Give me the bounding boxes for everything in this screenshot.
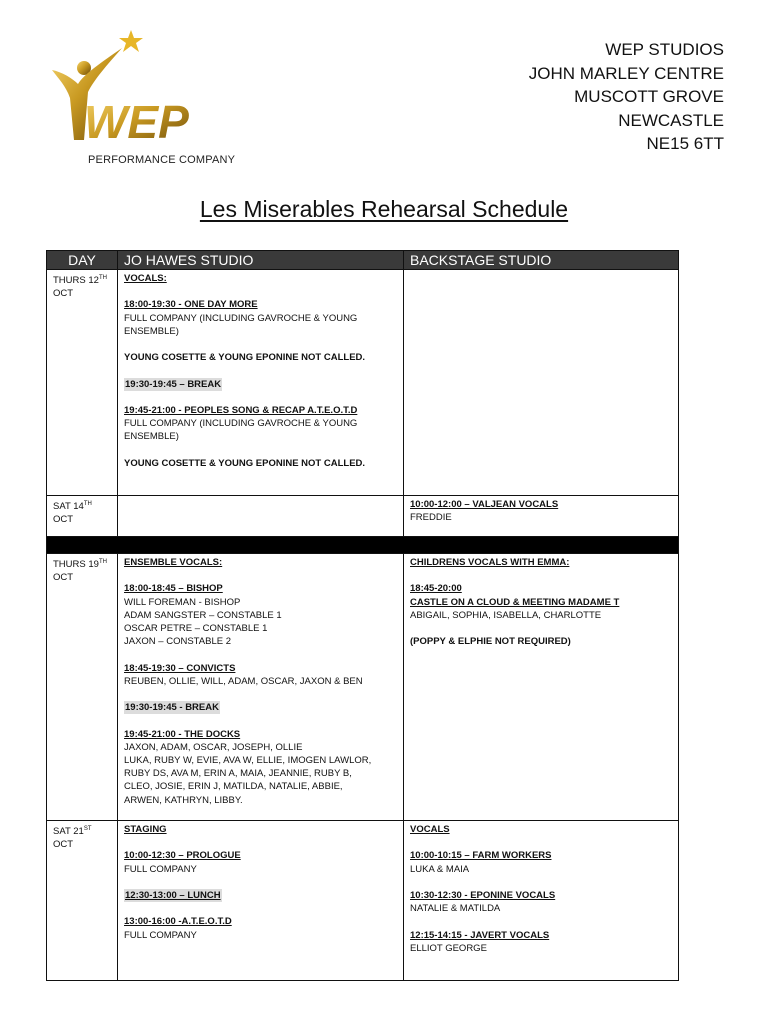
- cast-list: FULL COMPANY: [124, 929, 197, 941]
- cast-list: CLEO, JOSIE, ERIN J, MATILDA, NATALIE, ABBIE,: [124, 781, 343, 793]
- day-suffix: ST: [83, 826, 92, 832]
- cast-list: FREDDIE: [410, 512, 452, 524]
- document-title: Les Miserables Rehearsal Schedule: [199, 196, 569, 222]
- day-suffix: TH: [83, 501, 92, 507]
- studio-address: [529, 38, 724, 156]
- session-time: 10:00-12:00 – VALJEAN VOCALS: [410, 499, 559, 510]
- session-time: 18:45-19:30 – CONVICTS: [124, 662, 236, 674]
- cast-list: LUKA, RUBY W, EVIE, AVA W, ELLIE, IMOGEN LAWLOR,: [124, 754, 372, 766]
- cast-list: JAXON, ADAM, OSCAR, JOSEPH, OLLIE: [124, 741, 303, 753]
- address-line: NE15 6TT: [646, 134, 724, 153]
- session-time: 10:00-10:15 – FARM WORKERS: [410, 850, 552, 862]
- day-label: THURS 12: [53, 275, 99, 287]
- day-cell: [47, 554, 118, 821]
- logo-subtitle: PERFORMANCE COMPANY: [88, 154, 236, 166]
- break-slot: 12:30-13:00 – LUNCH: [125, 889, 221, 901]
- cast-list: FULL COMPANY (INCLUDING GAVROCHE & YOUNG: [124, 312, 358, 324]
- day-month: OCT: [53, 514, 74, 526]
- cast-list: RUBY DS, AVA M, ERIN A, MAIA, JEANNIE, RUBY B,: [124, 768, 352, 780]
- jo-hawes-cell: [118, 821, 404, 981]
- table-row: [47, 496, 679, 537]
- table-row: [47, 270, 679, 496]
- session-note: YOUNG COSETTE & YOUNG EPONINE NOT CALLED.: [124, 352, 366, 364]
- break-slot: 19:30-19:45 – BREAK: [125, 378, 222, 390]
- week-separator: [47, 537, 679, 554]
- session-time: 19:45-21:00 - THE DOCKS: [124, 728, 241, 740]
- day-suffix: TH: [98, 559, 107, 565]
- address-line: JOHN MARLEY CENTRE: [528, 63, 724, 83]
- backstage-cell: [404, 496, 679, 537]
- cast-list: ELLIOT GEORGE: [410, 942, 487, 954]
- cast-list: JAXON – CONSTABLE 2: [124, 636, 231, 648]
- table-header-row: [47, 251, 679, 270]
- session-time: 10:30-12:30 - EPONINE VOCALS: [410, 889, 556, 901]
- cast-list: ABIGAIL, SOPHIA, ISABELLA, CHARLOTTE: [410, 609, 602, 621]
- cast-list: OSCAR PETRE – CONSTABLE 1: [124, 623, 268, 634]
- table-row: [47, 554, 679, 821]
- cast-list: ADAM SANGSTER – CONSTABLE 1: [124, 609, 282, 621]
- day-month: OCT: [53, 288, 74, 300]
- cast-list: REUBEN, OLLIE, WILL, ADAM, OSCAR, JAXON & BEN: [124, 675, 363, 687]
- session-time: 19:45-21:00 - PEOPLES SONG & RECAP A.T.E.O.T.D: [124, 404, 358, 416]
- session-heading: CHILDRENS VOCALS WITH EMMA:: [410, 557, 570, 568]
- star-icon: [119, 30, 143, 52]
- table-row: [47, 821, 679, 981]
- session-time: 18:00-19:30 - ONE DAY MORE: [124, 299, 258, 311]
- session-time: 10:00-12:30 – PROLOGUE: [124, 850, 241, 862]
- day-cell: [47, 821, 118, 981]
- day-month: OCT: [53, 572, 74, 584]
- session-note: (POPPY & ELPHIE NOT REQUIRED): [410, 636, 571, 648]
- break-slot: 19:30-19:45 - BREAK: [125, 702, 219, 714]
- day-label: THURS 19: [53, 559, 99, 571]
- jo-hawes-cell: [118, 554, 404, 821]
- backstage-cell: [404, 554, 679, 821]
- session-time: 18:00-18:45 – BISHOP: [124, 583, 223, 595]
- session-time: 12:15-14:15 - JAVERT VOCALS: [410, 929, 550, 941]
- day-cell: [47, 270, 118, 496]
- session-time: 13:00-16:00 -A.T.E.O.T.D: [124, 916, 232, 928]
- day-suffix: TH: [98, 275, 107, 281]
- cast-list: FULL COMPANY (INCLUDING GAVROCHE & YOUNG: [124, 418, 358, 430]
- wep-logo: [40, 28, 240, 178]
- session-heading: VOCALS:: [124, 273, 167, 284]
- jo-hawes-cell: [118, 496, 404, 537]
- jo-hawes-cell: [118, 270, 404, 496]
- cast-list: ARWEN, KATHRYN, LIBBY.: [124, 794, 243, 806]
- session-time: 18:45-20:00: [410, 583, 462, 595]
- address-line: WEP STUDIOS: [605, 40, 724, 59]
- cast-list: NATALIE & MATILDA: [410, 903, 501, 915]
- address-line: NEWCASTLE: [618, 110, 724, 130]
- cast-list: LUKA & MAIA: [410, 863, 470, 875]
- day-cell: [47, 496, 118, 537]
- session-heading: VOCALS: [410, 824, 450, 835]
- backstage-cell: [404, 270, 679, 496]
- svg-text:WEP: WEP: [84, 96, 189, 148]
- day-label: SAT 14: [53, 501, 84, 513]
- backstage-cell: [404, 821, 679, 981]
- header-backstage-studio: BACKSTAGE STUDIO: [404, 251, 679, 270]
- cast-list: ENSEMBLE): [124, 431, 179, 443]
- address-line: MUSCOTT GROVE: [574, 87, 724, 106]
- session-heading: ENSEMBLE VOCALS:: [124, 557, 223, 568]
- rehearsal-schedule-table: [46, 250, 679, 981]
- cast-list: ENSEMBLE): [124, 325, 179, 337]
- wep-logo-graphic: [40, 28, 240, 158]
- header-jo-hawes-studio: JO HAWES STUDIO: [118, 251, 404, 270]
- session-title: CASTLE ON A CLOUD & MEETING MADAME T: [410, 596, 620, 608]
- day-label: SAT 21: [53, 826, 84, 838]
- day-month: OCT: [53, 839, 74, 851]
- cast-list: WILL FOREMAN - BISHOP: [124, 596, 241, 608]
- session-note: YOUNG COSETTE & YOUNG EPONINE NOT CALLED.: [124, 457, 366, 469]
- session-heading: STAGING: [124, 824, 167, 835]
- header-day: DAY: [47, 251, 118, 270]
- cast-list: FULL COMPANY: [124, 863, 197, 875]
